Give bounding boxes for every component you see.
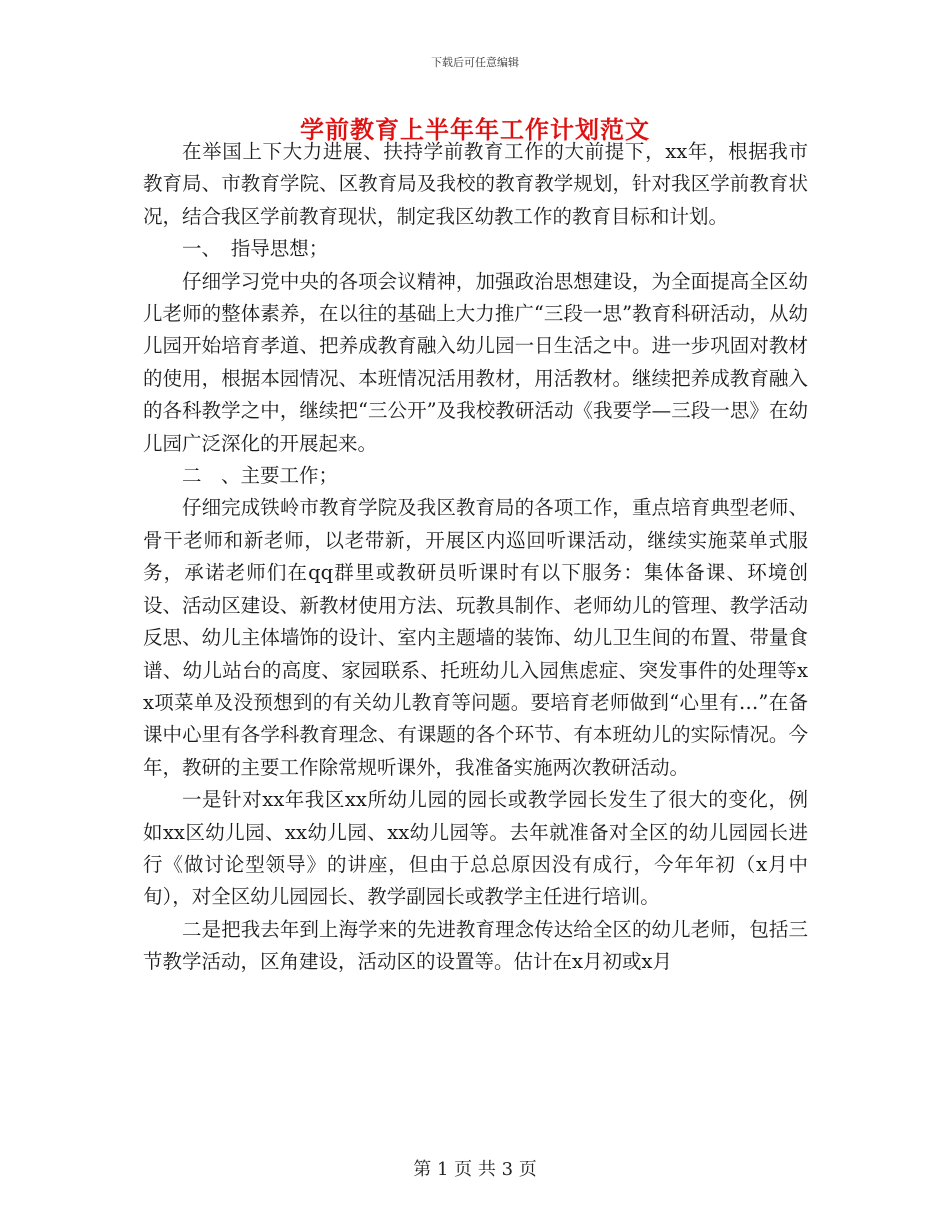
paragraph-item-one: 一是针对xx年我区xx所幼儿园的园长或教学园长发生了很大的变化，例如xx区幼儿园、xx幼儿园、xx幼儿园等。去年就准备对全区的幼儿园园长进行《做讨论型领导》的讲座，但由于总总原因没有成行，今年年初（x月中旬），对全区幼儿园园长、教学副园长或教学主任进行培训。 <box>143 788 808 909</box>
paragraph-intro: 在举国上下大力进展、扶持学前教育工作的大前提下，xx年，根据我市教育局、市教育学院、区教育局及我校的教育教学规划，针对我区学前教育状况，结合我区学前教育现状，制定我区幼教工作的教育目标和计划。 <box>143 140 808 228</box>
section-heading-guiding-ideology: 一、 指导思想； <box>182 237 329 261</box>
document-title: 学前教育上半年年工作计划范文 <box>300 115 650 144</box>
paragraph-main-work: 仔细完成铁岭市教育学院及我区教育局的各项工作，重点培育典型老师、骨干老师和新老师，以老带新，开展区内巡回听课活动，继续实施菜单式服务，承诺老师们在qq群里或教研员听课时有以下服务：集体备课、环境创设、活动区建设、新教材使用方法、玩教具制作、老师幼儿的管理、教学活动反思、幼儿主体墙饰的设计、室内主题墙的装饰、幼儿卫生间的布置、带量食谱、幼儿站台的高度、家园联系、托班幼儿入园焦虑症、突发事件的处理等xx项菜单及没预想到的有关幼儿教育等问题。要培育老师做到“心里有…”在备课中心里有各学科教育理念、有课题的各个环节、有本班幼儿的实际情况。今年，教研的主要工作除常规听课外，我准备实施两次教研活动。 <box>143 496 808 779</box>
document-body <box>143 136 808 979</box>
section-heading-main-work: 二 、主要工作； <box>182 464 339 488</box>
paragraph-item-two: 二是把我去年到上海学来的先进教育理念传达给全区的幼儿老师，包括三节教学活动，区角建设，活动区的设置等。估计在x月初或x月 <box>143 917 808 974</box>
paragraph-guiding-ideology: 仔细学习党中央的各项会议精神，加强政治思想建设，为全面提高全区幼儿老师的整体素养，在以往的基础上大力推广“三段一思”教育科研活动，从幼儿园开始培育孝道、把养成教育融入幼儿园一日生活之中。进一步巩固对教材的使用，根据本园情况、本班情况活用教材，用活教材。继续把养成教育融入的各科教学之中，继续把“三公开”及我校教研活动《我要学—三段一思》在幼儿园广泛深化的开展起来。 <box>143 269 808 455</box>
page-header-note: 下载后可任意编辑 <box>431 56 519 69</box>
page-number-footer: 第 1 页 共 3 页 <box>413 1159 537 1180</box>
